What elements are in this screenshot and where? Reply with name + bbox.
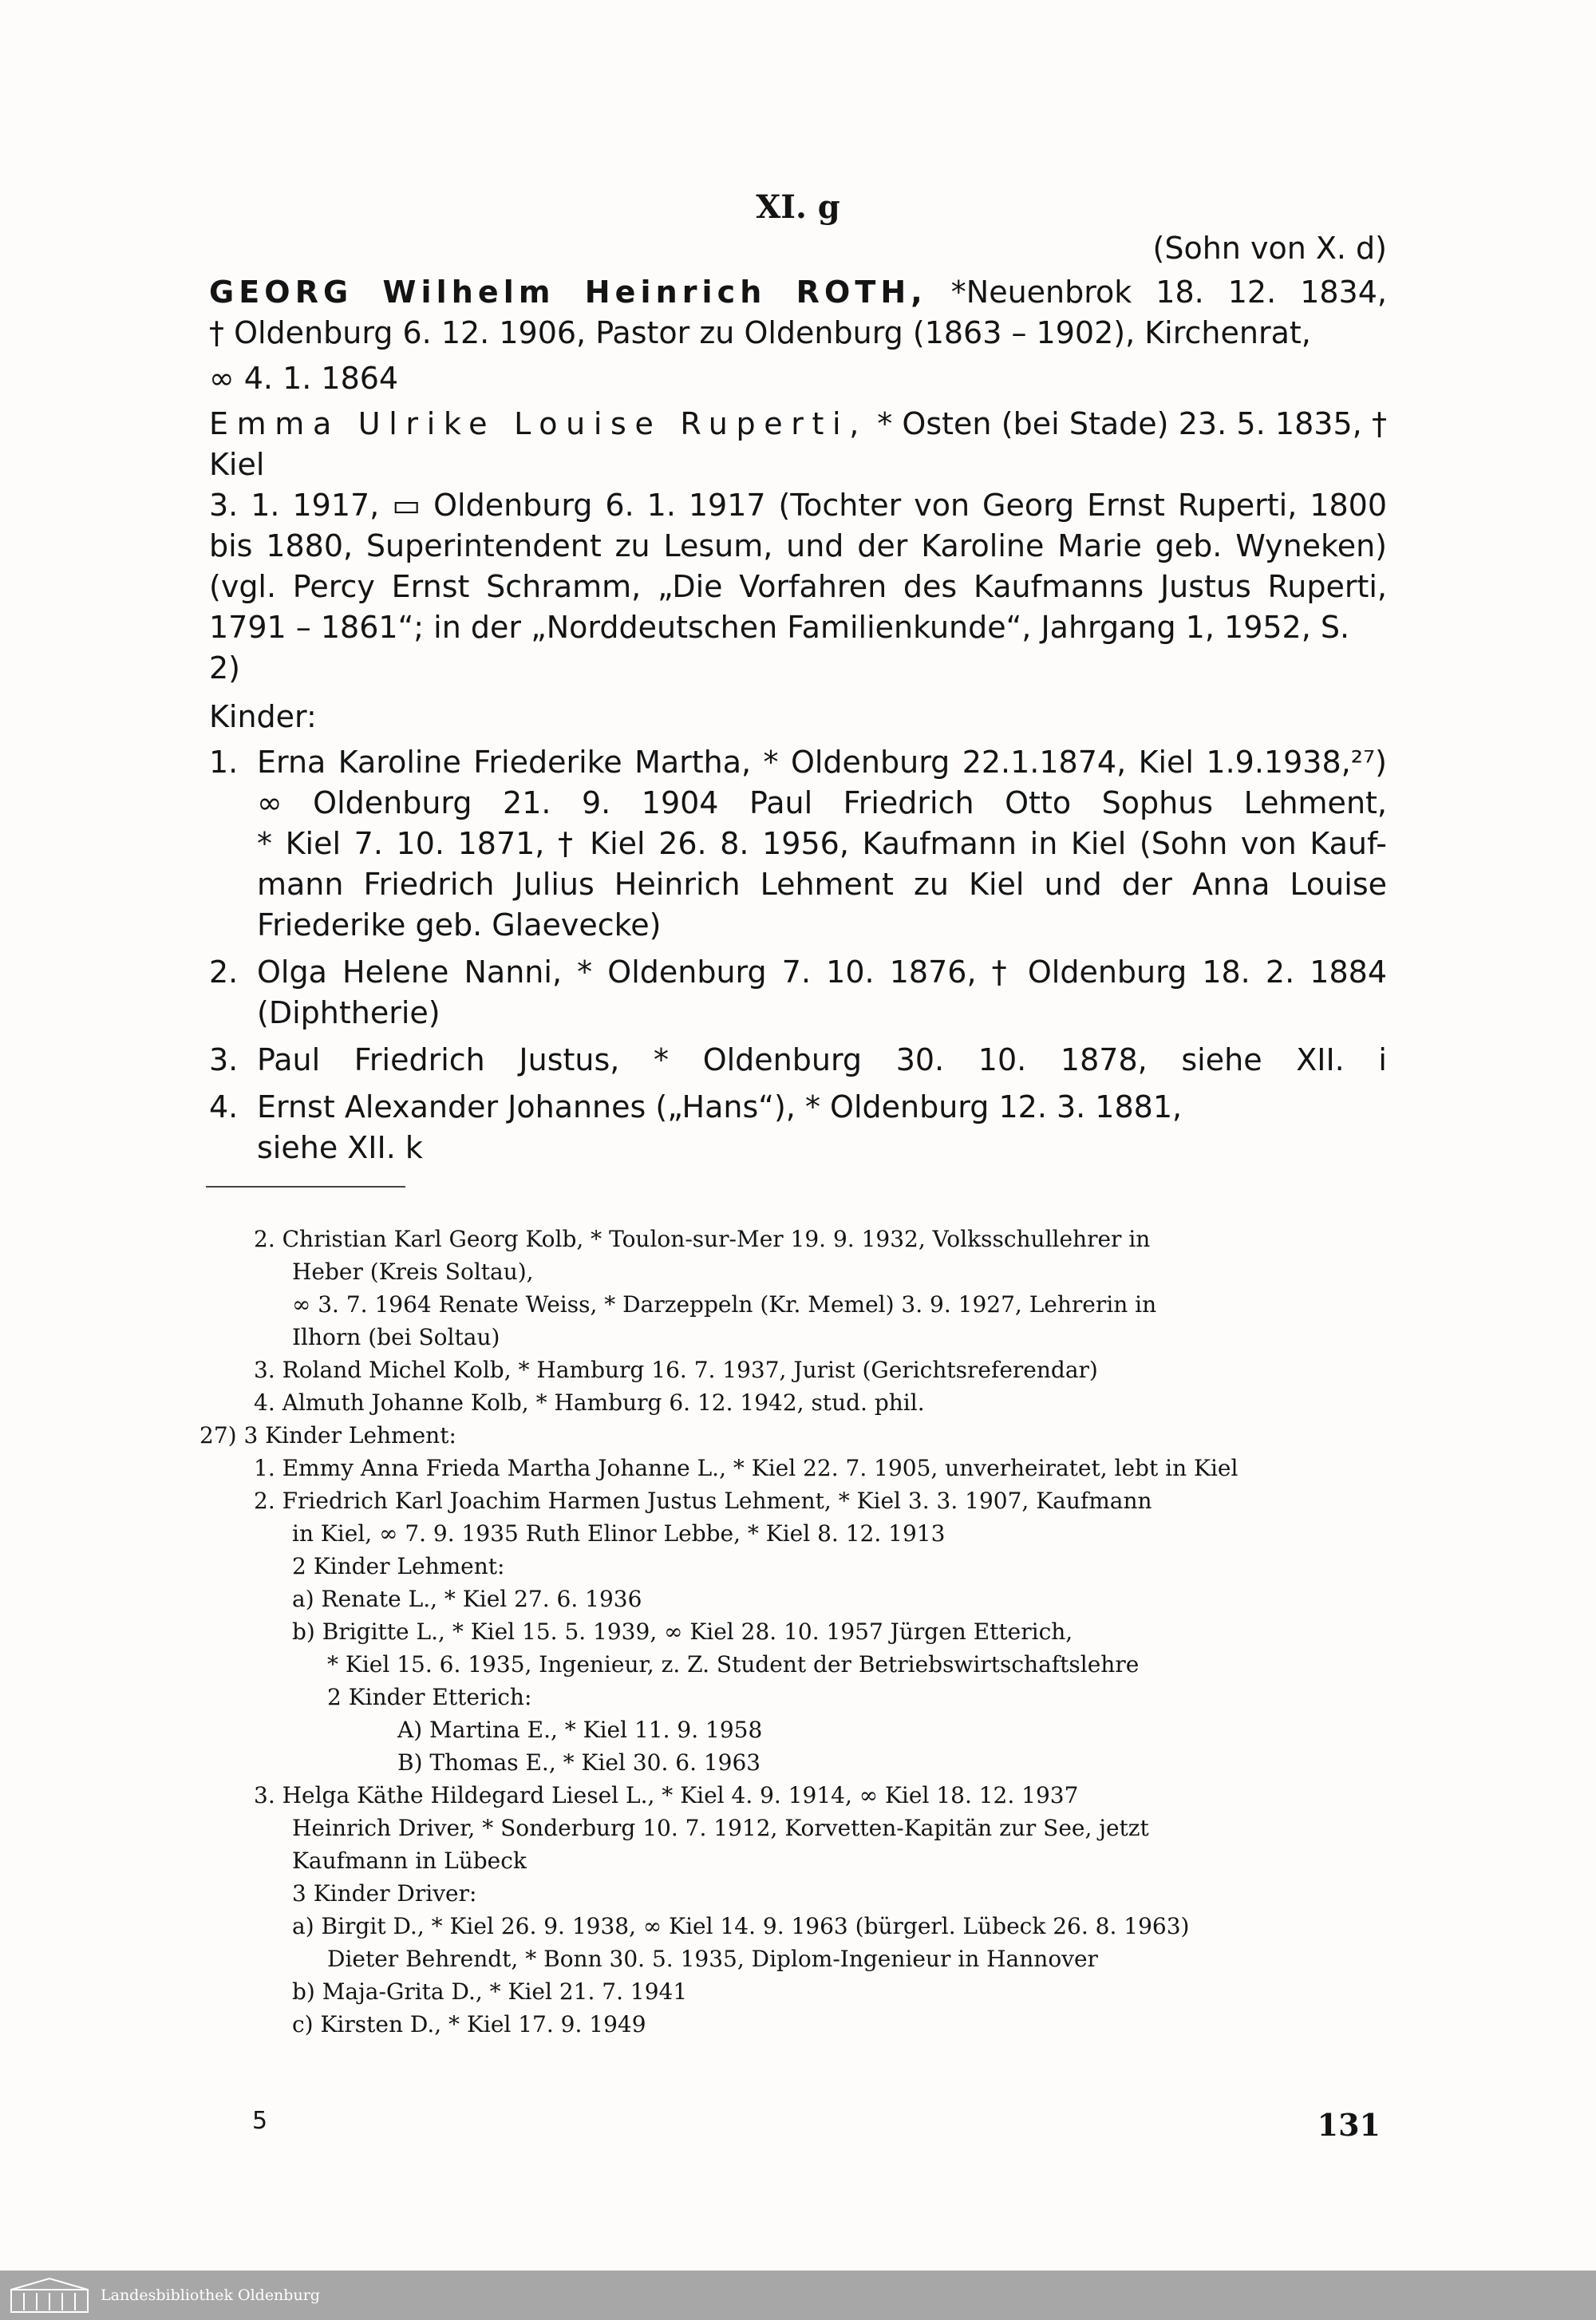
child-line: Paul Friedrich Justus, * Oldenburg 30. 10. 1878, siehe XII. i bbox=[257, 1042, 1387, 1077]
footnote-separator bbox=[206, 1186, 405, 1188]
library-footer bbox=[0, 2271, 1596, 2320]
child-line: Erna Karoline Friederike Martha, * Oldenburg 22.1.1874, Kiel 1.9.1938,²⁷) bbox=[257, 745, 1387, 780]
footnote-line: in Kiel, ∞ 7. 9. 1935 Ruth Elinor Lebbe, * Kiel 8. 12. 1913 bbox=[292, 1520, 946, 1547]
footnote-line: a) Renate L., * Kiel 27. 6. 1936 bbox=[292, 1586, 642, 1612]
footnote-27-heading: 27) 3 Kinder Lehment: bbox=[200, 1422, 456, 1449]
children-list bbox=[209, 742, 1387, 1168]
footnote-line: b) Brigitte L., * Kiel 15. 5. 1939, ∞ Kiel 28. 10. 1957 Jürgen Etterich, bbox=[292, 1618, 1073, 1645]
child-line: (Diphtherie) bbox=[257, 995, 440, 1030]
footnote-line: 4. Almuth Johanne Kolb, * Hamburg 6. 12. 1942, stud. phil. bbox=[254, 1389, 925, 1416]
person-death-office: † Oldenburg 6. 12. 1906, Pastor zu Oldenburg (1863 – 1902), Kirchenrat, bbox=[209, 315, 1311, 350]
child-line: mann Friedrich Julius Heinrich Lehment zu Kiel und der Anna Louise bbox=[257, 867, 1387, 902]
footnote-line: 2. Friedrich Karl Joachim Harmen Justus Lehment, * Kiel 3. 3. 1907, Kaufmann bbox=[254, 1488, 1152, 1514]
marriage-date: ∞ 4. 1. 1864 bbox=[209, 361, 399, 396]
children-label: Kinder: bbox=[209, 699, 317, 734]
child-item bbox=[209, 1087, 1387, 1168]
child-item bbox=[209, 1040, 1387, 1081]
footnote-line: Heber (Kreis Soltau), bbox=[292, 1259, 534, 1285]
person-name: GEORG Wilhelm Heinrich ROTH, bbox=[209, 275, 927, 310]
child-number: 1. bbox=[209, 745, 239, 780]
spouse-line-4: (vgl. Percy Ernst Schramm, „Die Vorfahren des Kaufmanns Justus Ruperti, bbox=[209, 569, 1387, 604]
child-line: Olga Helene Nanni, * Oldenburg 7. 10. 1876, † Oldenburg 18. 2. 1884 bbox=[257, 954, 1387, 990]
person-name-line bbox=[209, 272, 1387, 313]
sheet-signature: 5 bbox=[252, 2107, 268, 2135]
spouse-birth: * Osten (bei Stade) 23. 5. 1835, † Kiel bbox=[209, 406, 1387, 482]
library-name: Landesbibliothek Oldenburg bbox=[101, 2286, 320, 2304]
library-building-icon bbox=[8, 2275, 91, 2315]
child-item bbox=[209, 952, 1387, 1034]
child-number: 3. bbox=[209, 1042, 239, 1077]
footnotes bbox=[200, 1223, 1385, 2041]
page-number: 131 bbox=[1317, 2107, 1381, 2143]
footnote-line: A) Martina E., * Kiel 11. 9. 1958 bbox=[397, 1717, 763, 1743]
child-number: 4. bbox=[209, 1089, 239, 1124]
footnote-line: a) Birgit D., * Kiel 26. 9. 1938, ∞ Kiel 14. 9. 1963 (bürgerl. Lübeck 26. 8. 1963) bbox=[292, 1913, 1190, 1939]
footnote-line: Ilhorn (bei Soltau) bbox=[292, 1324, 500, 1350]
child-line: Ernst Alexander Johannes („Hans“), * Oldenburg 12. 3. 1881, bbox=[257, 1089, 1183, 1124]
footnote-line: 2 Kinder Etterich: bbox=[327, 1684, 532, 1710]
spouse-name: Emma Ulrike Louise Ruperti, bbox=[209, 406, 867, 441]
child-line: siehe XII. k bbox=[257, 1130, 423, 1165]
footnote-line: * Kiel 15. 6. 1935, Ingenieur, z. Z. Student der Betriebswirtschaftslehre bbox=[327, 1651, 1140, 1678]
footnote-line: 1. Emmy Anna Frieda Martha Johanne L., * Kiel 22. 7. 1905, unverheiratet, lebt in Kiel bbox=[254, 1455, 1238, 1481]
spouse-line-2: 3. 1. 1917, ▭ Oldenburg 6. 1. 1917 (Tochter von Georg Ernst Ruperti, 1800 bbox=[209, 488, 1387, 523]
footnote-line: 2 Kinder Lehment: bbox=[292, 1553, 505, 1579]
parent-reference: (Sohn von X. d) bbox=[1152, 231, 1387, 266]
footnote-line: 3. Helga Käthe Hildegard Liesel L., * Kiel 4. 9. 1914, ∞ Kiel 18. 12. 1937 bbox=[254, 1782, 1079, 1808]
footnote-line: 2. Christian Karl Georg Kolb, * Toulon-sur-Mer 19. 9. 1932, Volksschullehrer in bbox=[254, 1226, 1151, 1252]
footnote-line: c) Kirsten D., * Kiel 17. 9. 1949 bbox=[292, 2011, 646, 2037]
main-entry bbox=[209, 228, 1387, 1175]
footnote-line: 3 Kinder Driver: bbox=[292, 1880, 477, 1907]
spouse-line-3: bis 1880, Superintendent zu Lesum, und der Karoline Marie geb. Wyneken) bbox=[209, 528, 1387, 563]
footnote-line: Heinrich Driver, * Sonderburg 10. 7. 1912, Korvetten-Kapitän zur See, jetzt bbox=[292, 1815, 1149, 1841]
child-line: ∞ Oldenburg 21. 9. 1904 Paul Friedrich Otto Sophus Lehment, bbox=[257, 785, 1387, 820]
footnote-line: Dieter Behrendt, * Bonn 30. 5. 1935, Diplom-Ingenieur in Hannover bbox=[327, 1946, 1098, 1972]
child-line: * Kiel 7. 10. 1871, † Kiel 26. 8. 1956, Kaufmann in Kiel (Sohn von Kauf- bbox=[257, 826, 1387, 861]
section-heading: XI. g bbox=[756, 188, 840, 226]
footnote-line: ∞ 3. 7. 1964 Renate Weiss, * Darzeppeln (Kr. Memel) 3. 9. 1927, Lehrerin in bbox=[292, 1291, 1157, 1318]
footnote-line: B) Thomas E., * Kiel 30. 6. 1963 bbox=[397, 1749, 761, 1776]
footnote-line: b) Maja-Grita D., * Kiel 21. 7. 1941 bbox=[292, 1978, 688, 2005]
footnote-line: Kaufmann in Lübeck bbox=[292, 1848, 527, 1874]
footnote-line: 3. Roland Michel Kolb, * Hamburg 16. 7. 1937, Jurist (Gerichtsreferendar) bbox=[254, 1357, 1098, 1383]
person-birth: *Neuenbrok 18. 12. 1834, bbox=[950, 275, 1387, 310]
child-item bbox=[209, 742, 1387, 946]
child-line: Friederike geb. Glaevecke) bbox=[257, 907, 662, 943]
spouse-line-5: 1791 – 1861“; in der „Norddeutschen Familienkunde“, Jahrgang 1, 1952, S. 2) bbox=[209, 610, 1350, 686]
spouse-line-1 bbox=[209, 404, 1387, 485]
child-number: 2. bbox=[209, 954, 239, 990]
